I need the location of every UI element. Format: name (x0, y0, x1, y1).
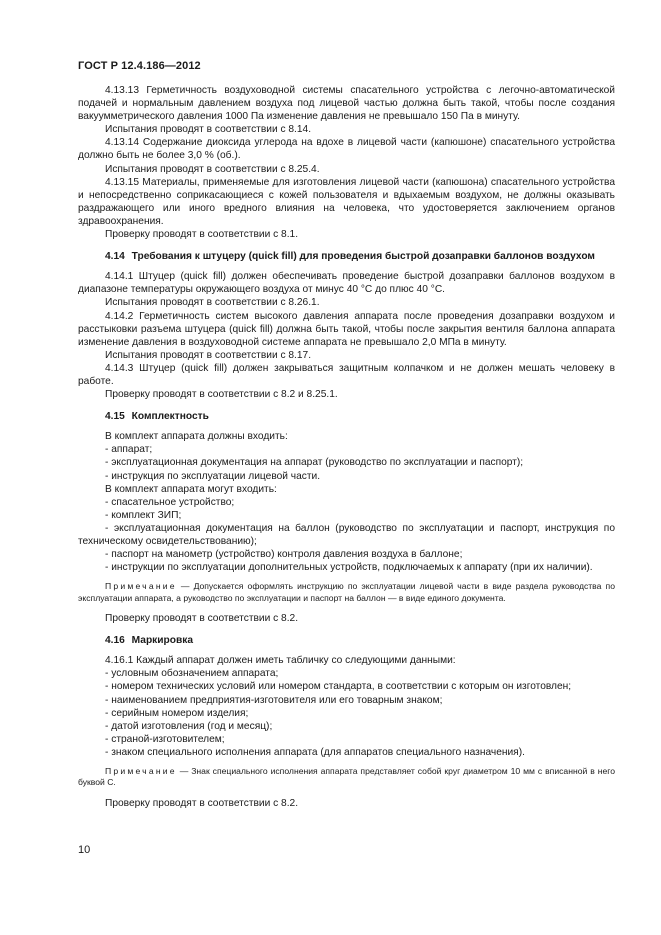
list-item: - аппарат; (105, 444, 153, 456)
note-text: — Допускается оформлять инструкцию по эксплуатации лицевой части в виде раздела руководства по эксплуатации аппарата, а руководство по эксплуатации и паспорт на баллон — в виде единого документа. (78, 581, 615, 603)
list-item: - инструкции по эксплуатации дополнительных устройств, подключаемых к аппарату (при их наличии). (105, 562, 593, 574)
list-item: - знаком специального исполнения аппарата (для аппаратов специального назначения). (105, 746, 525, 758)
page-number: 10 (78, 844, 91, 856)
section-title: Комплектность (131, 411, 209, 423)
list-item: - спасательное устройство; (105, 496, 235, 508)
paragraph-4-14-2: 4.14.2 Герметичность систем высокого давления аппарата после проведения дозаправки воздухом и расстыковки разъема штуцера (quick fill) должна быть такой, чтобы после закрытия вентиля баллона аппарата изменение давления в воздуховодной системе аппарата не превышало 2,0 МПа в минуту. (78, 310, 615, 348)
list-item: - комплект ЗИП; (105, 509, 182, 521)
section-heading-4-16 (78, 634, 615, 647)
list-item: - номером технических условий или номером стандарта, в соответствии с которым он изготовлен; (105, 681, 572, 693)
paragraph-check-ref: Проверку проводят в соответствии с 8.2. (105, 797, 299, 809)
note-special-mark (78, 766, 615, 789)
note-text: — Знак специального исполнения аппарата представляет собой круг диаметром 10 мм с вписанной в него буквой С. (78, 766, 615, 788)
section-number: 4.16 (105, 635, 125, 647)
section-title: Требования к штуцеру (quick fill) для проведения быстрой дозаправки баллонов воздухом (131, 251, 595, 263)
list-item: - инструкция по эксплуатации лицевой части. (105, 470, 321, 482)
paragraph-test-ref: Испытания проводят в соответствии с 8.14. (105, 124, 312, 136)
paragraph-check-ref: Проверку проводят в соответствии с 8.2. (105, 613, 299, 625)
list-item: - условным обозначением аппарата; (105, 668, 279, 680)
list-item: - датой изготовления (год и месяц); (105, 720, 273, 732)
paragraph-4-16-1: 4.16.1 Каждый аппарат должен иметь табличку со следующими данными: (105, 655, 456, 667)
paragraph-check-ref: Проверку проводят в соответствии с 8.1. (105, 229, 299, 241)
paragraph-test-ref: Испытания проводят в соответствии с 8.26.1. (105, 297, 320, 309)
paragraph-4-13-15: 4.13.15 Материалы, применяемые для изготовления лицевой части (капюшона) спасательного устройства и непосредственно соприкасающиеся с кожей пользователя и вдыхаемым воздухом, не должны оказывать раздражающего или иного вредного влияния на человека, что удостоверяется заключением органов здравоохранения. (78, 176, 615, 227)
paragraph-optional-items-intro: В комплект аппарата могут входить: (105, 483, 277, 495)
section-title: Маркировка (131, 635, 194, 647)
paragraph-required-items-intro: В комплект аппарата должны входить: (105, 431, 288, 443)
list-item: - серийным номером изделия; (105, 707, 249, 719)
section-number: 4.15 (105, 411, 125, 423)
section-number: 4.14 (105, 251, 125, 263)
section-heading-4-15 (78, 410, 615, 423)
paragraph-test-ref: Испытания проводят в соответствии с 8.17. (105, 349, 312, 361)
paragraph-4-13-13: 4.13.13 Герметичность воздуховодной системы спасательного устройства с легочно-автоматической подачей и нормальным давлением воздуха под лицевой частью должна быть такой, чтобы после создания вакуумметрического давления 1000 Па изменение давления не превышало 150 Па в минуту. (78, 85, 615, 123)
note-instruction-format (78, 581, 615, 604)
document-body (78, 84, 615, 810)
list-item: - страной-изготовителем; (105, 733, 225, 745)
list-item: - эксплуатационная документация на баллон (руководство по эксплуатации и паспорт, инструкция по техническому освидетельствованию); (78, 522, 615, 547)
paragraph-4-14-1: 4.14.1 Штуцер (quick fill) должен обеспечивать проведение быстрой дозаправки баллонов воздухом в диапазоне температуры окружающего воздуха от минус 40 °С до плюс 40 °С. (78, 271, 615, 296)
paragraph-test-ref: Испытания проводят в соответствии с 8.25.4. (105, 163, 320, 175)
list-item: - наименованием предприятия-изготовителя или его товарным знаком; (105, 694, 443, 706)
paragraph-check-ref: Проверку проводят в соответствии с 8.2 и 8.25.1. (105, 389, 338, 401)
note-label: Примечание (105, 581, 177, 592)
section-heading-4-14 (78, 250, 615, 263)
list-item: - паспорт на манометр (устройство) контроля давления воздуха в баллоне; (105, 549, 463, 561)
paragraph-4-13-14: 4.13.14 Содержание диоксида углерода на вдохе в лицевой части (капюшоне) спасательного устройства должно быть не более 3,0 % (об.). (78, 137, 615, 162)
document-header: ГОСТ Р 12.4.186—2012 (78, 60, 201, 72)
note-label: Примечание (105, 766, 177, 777)
paragraph-4-14-3: 4.14.3 Штуцер (quick fill) должен закрываться защитным колпачком и не должен мешать человеку в работе. (78, 362, 615, 387)
list-item: - эксплуатационная документация на аппарат (руководство по эксплуатации и паспорт); (105, 457, 524, 469)
